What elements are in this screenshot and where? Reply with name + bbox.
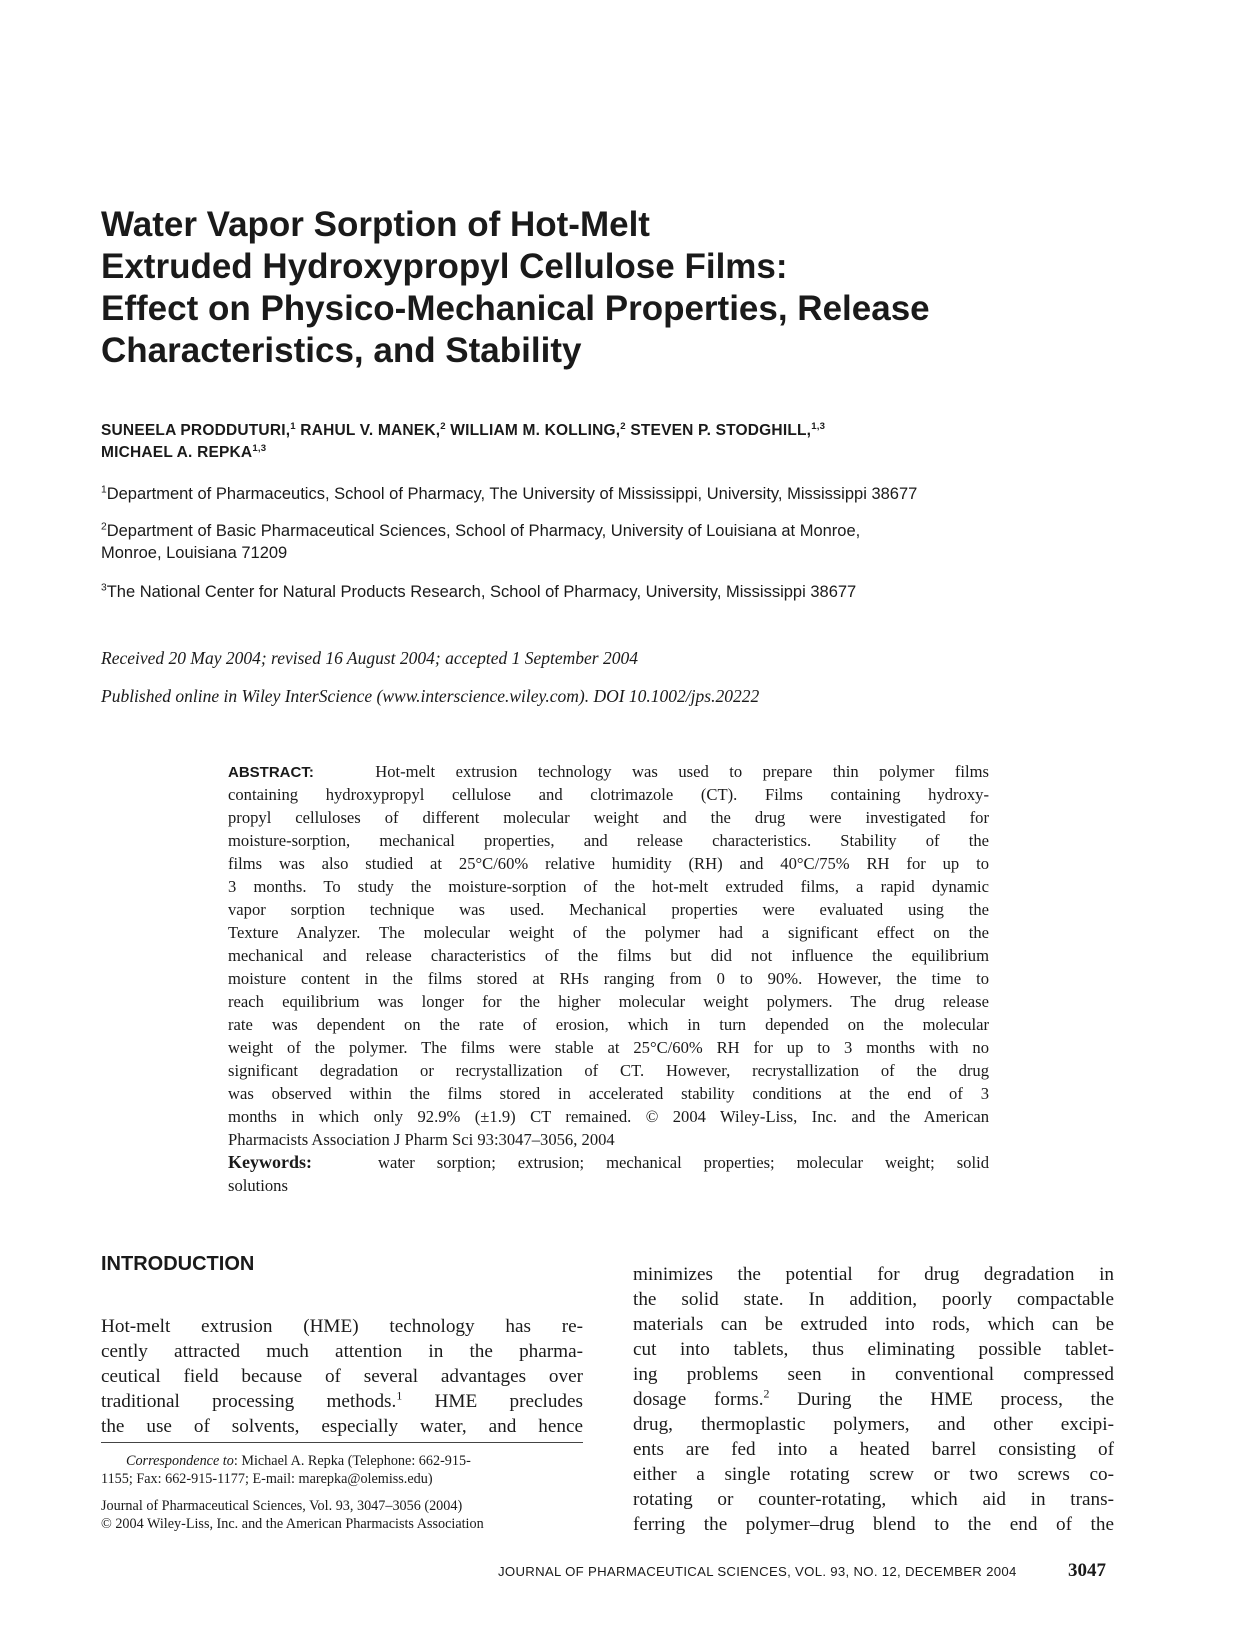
body-line: cut into tablets, thus eliminating possible tablet-: [633, 1339, 1114, 1360]
abstract-line: films was also studied at 25°C/60% relative humidity (RH) and 40°C/75% RH for up to: [228, 854, 989, 873]
abstract-line: mechanical and release characteristics of the films but did not influence the equilibrium: [228, 946, 989, 965]
body-line: Hot-melt extrusion (HME) technology has re-: [101, 1316, 583, 1337]
affiliation-2: [101, 520, 1141, 564]
affiliation-line: [101, 483, 1141, 505]
abstract-line: rate was dependent on the rate of erosion, which in turn depended on the molecular: [228, 1015, 989, 1034]
abstract-line: was observed within the films stored in accelerated stability conditions at the end of 3: [228, 1084, 989, 1103]
correspondence-label: Correspondence to: [126, 1453, 234, 1469]
body-line: rotating or counter-rotating, which aid in trans-: [633, 1489, 1114, 1510]
keywords-line: solutions: [228, 1176, 288, 1195]
author-name: WILLIAM M. KOLLING,: [450, 422, 621, 439]
author-affil-sup: 1,3: [811, 420, 826, 432]
running-footer: JOURNAL OF PHARMACEUTICAL SCIENCES, VOL. 93, NO. 12, DECEMBER 2004: [498, 1564, 1017, 1579]
author-line: [101, 420, 1141, 442]
footnote-line: Journal of Pharmaceutical Sciences, Vol. 93, 3047–3056 (2004): [101, 1498, 463, 1514]
abstract-line: ABSTRACT: Hot-melt extrusion technology was used to prepare thin polymer films: [228, 762, 989, 781]
abstract-line: moisture-sorption, mechanical properties, and release characteristics. Stability of the: [228, 831, 989, 850]
left-column-body: [101, 1314, 583, 1439]
correspondence-footnote: [101, 1452, 583, 1488]
footnote-line: Correspondence to: Michael A. Repka (Telephone: 662-915-: [126, 1453, 471, 1469]
affiliation-1: [101, 483, 1141, 505]
affiliation-3: [101, 581, 1141, 603]
journal-footnote: [101, 1497, 583, 1533]
affiliation-sup: 1: [101, 484, 107, 496]
abstract-line: propyl celluloses of different molecular weight and the drug were investigated for: [228, 808, 989, 827]
published-online: Published online in Wiley InterScience (www.interscience.wiley.com). DOI 10.1002/jps.20222: [101, 686, 760, 706]
title-line: Effect on Physico-Mechanical Properties, Release: [101, 289, 930, 328]
author-affil-sup: 2: [620, 420, 626, 432]
author-line: [101, 442, 1141, 464]
author-name: SUNEELA PRODDUTURI,: [101, 422, 291, 439]
title-line: Characteristics, and Stability: [101, 331, 582, 370]
author-name: MICHAEL A. REPKA: [101, 444, 253, 461]
keywords-label: Keywords:: [228, 1152, 312, 1172]
body-line: drug, thermoplastic polymers, and other excipi-: [633, 1414, 1114, 1435]
abstract-line: containing hydroxypropyl cellulose and clotrimazole (CT). Films containing hydroxy-: [228, 785, 989, 804]
affiliation-sup: 3: [101, 582, 107, 594]
page-number: 3047: [1068, 1560, 1106, 1581]
body-line: cently attracted much attention in the pharma-: [101, 1341, 583, 1362]
title-line: Extruded Hydroxypropyl Cellulose Films:: [101, 247, 788, 286]
abstract-line: months in which only 92.9% (±1.9) CT remained. © 2004 Wiley-Liss, Inc. and the American: [228, 1107, 989, 1126]
abstract: [228, 760, 989, 1197]
body-line: traditional processing methods.$^1$ HME precludes: [101, 1388, 583, 1412]
citation-sup: 1: [396, 1388, 403, 1403]
affiliation-text: Department of Pharmaceutics, School of Pharmacy, The University of Mississippi, University, Mississippi 38677: [106, 485, 918, 503]
abstract-line: Pharmacists Association J Pharm Sci 93:3047–3056, 2004: [228, 1130, 615, 1149]
body-line: materials can be extruded into rods, which can be: [633, 1314, 1114, 1335]
body-line: the solid state. In addition, poorly compactable: [633, 1289, 1114, 1310]
affiliation-text: Department of Basic Pharmaceutical Sciences, School of Pharmacy, University of Louisiana at Monroe,: [106, 522, 861, 540]
body-line: ents are fed into a heated barrel consisting of: [633, 1439, 1114, 1460]
body-line: minimizes the potential for drug degradation in: [633, 1264, 1114, 1285]
received-dates: Received 20 May 2004; revised 16 August 2004; accepted 1 September 2004: [101, 648, 638, 668]
body-line: either a single rotating screw or two screws co-: [633, 1464, 1114, 1485]
title-line: Water Vapor Sorption of Hot-Melt: [101, 205, 650, 244]
right-column-body: [633, 1262, 1114, 1537]
affiliation-line: Monroe, Louisiana 71209: [101, 544, 288, 562]
body-line: ing problems seen in conventional compressed: [633, 1364, 1114, 1385]
abstract-line: moisture content in the films stored at RHs ranging from 0 to 90%. However, the time to: [228, 969, 989, 988]
affiliation-line: [101, 581, 1141, 603]
affiliation-text: The National Center for Natural Products Research, School of Pharmacy, University, Mississippi 38677: [106, 583, 857, 601]
abstract-line: vapor sorption technique was used. Mechanical properties were evaluated using the: [228, 900, 989, 919]
body-line: the use of solvents, especially water, and hence: [101, 1416, 583, 1437]
abstract-label: ABSTRACT:: [228, 764, 314, 781]
article-title: [101, 204, 1101, 372]
body-line: ceutical field because of several advantages over: [101, 1366, 583, 1387]
abstract-line: weight of the polymer. The films were stable at 25°C/60% RH for up to 3 months with no: [228, 1038, 989, 1057]
author-affil-sup: 1,3: [252, 442, 267, 454]
section-heading-introduction: INTRODUCTION: [101, 1253, 255, 1275]
affiliation-sup: 2: [101, 521, 107, 533]
citation-sup: 2: [763, 1386, 770, 1401]
abstract-line: significant degradation or recrystallization of CT. However, recrystallization of the drug: [228, 1061, 989, 1080]
abstract-line: 3 months. To study the moisture-sorption of the hot-melt extruded films, a rapid dynamic: [228, 877, 989, 896]
footnote-line: 1155; Fax: 662-915-1177; E-mail: marepka@olemiss.edu): [101, 1471, 433, 1487]
author-name: STEVEN P. STODGHILL,: [630, 422, 812, 439]
body-line: dosage forms.$^2$ During the HME process, the: [633, 1386, 1114, 1410]
footnote-line: © 2004 Wiley-Liss, Inc. and the American Pharmacists Association: [101, 1516, 484, 1532]
abstract-line: Texture Analyzer. The molecular weight of the polymer had a significant effect on the: [228, 923, 989, 942]
author-name: RAHUL V. MANEK,: [300, 422, 441, 439]
affiliation-line: [101, 520, 1141, 542]
author-affil-sup: 1: [290, 420, 296, 432]
author-list: [101, 420, 1141, 464]
footnote-divider: [101, 1442, 583, 1443]
abstract-line: reach equilibrium was longer for the higher molecular weight polymers. The drug release: [228, 992, 989, 1011]
keywords-line: Keywords: water sorption; extrusion; mechanical properties; molecular weight; solid: [228, 1152, 989, 1172]
body-line: ferring the polymer–drug blend to the end of the: [633, 1514, 1114, 1535]
author-affil-sup: 2: [440, 420, 446, 432]
